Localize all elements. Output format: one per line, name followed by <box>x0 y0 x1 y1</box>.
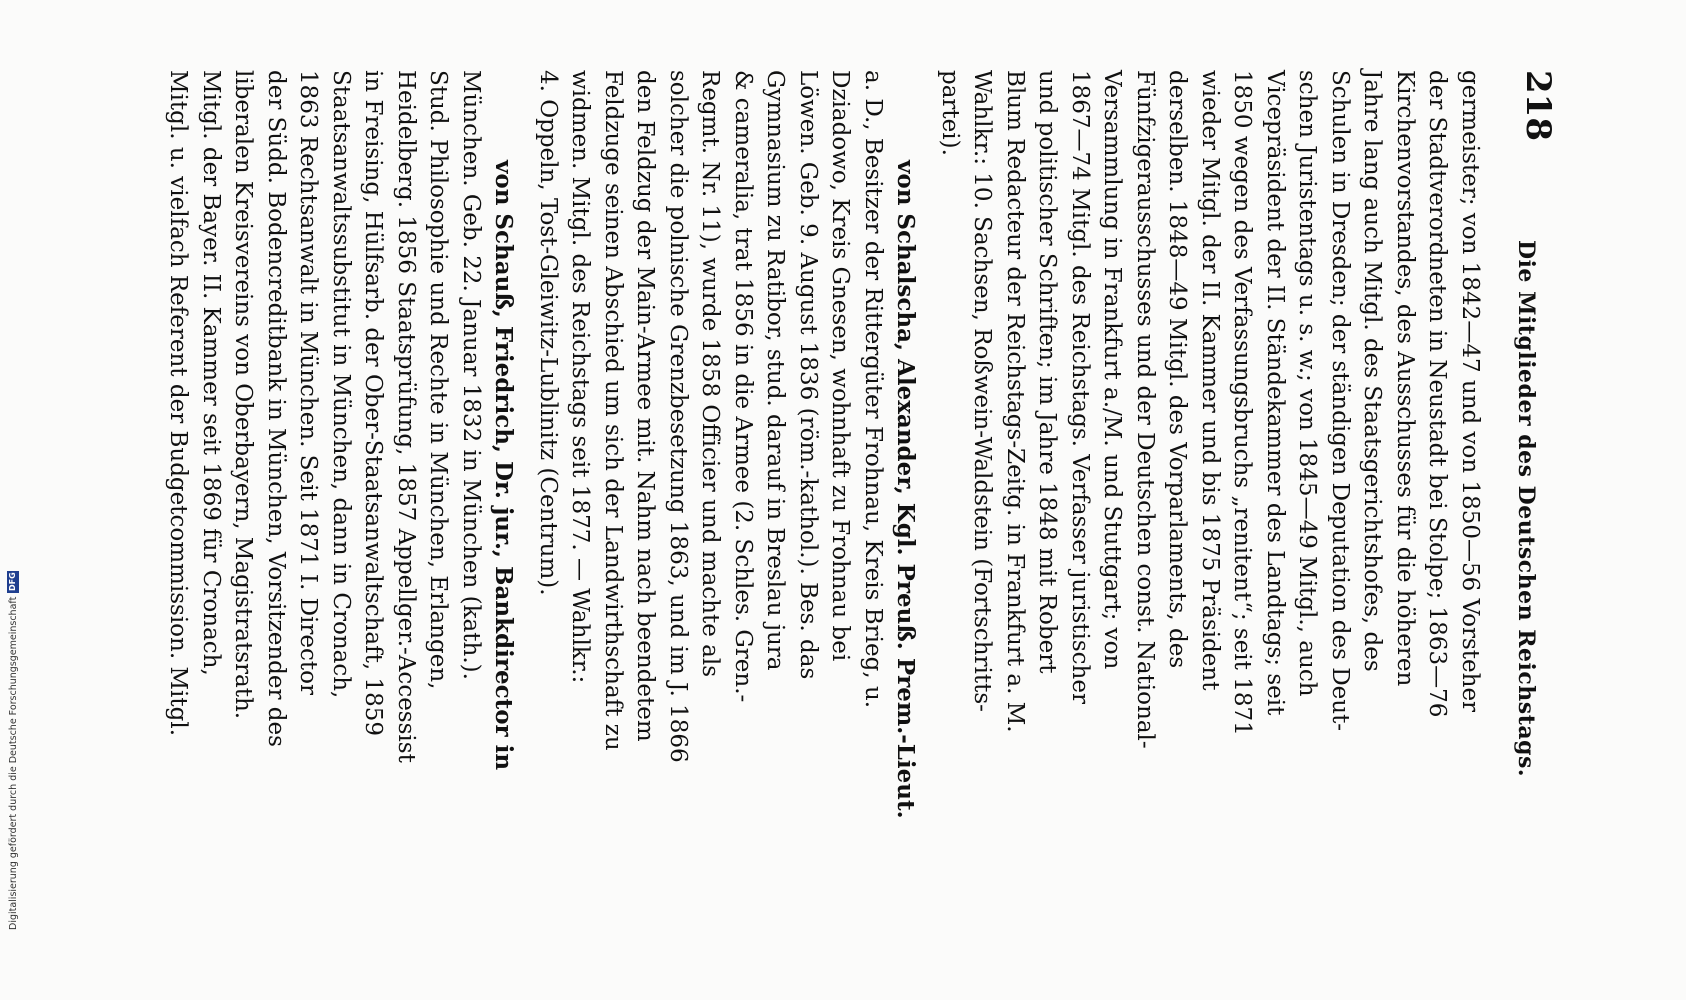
text-line: München. Geb. 22. Januar 1832 in München (kath.). <box>458 70 484 680</box>
entry-schauss <box>162 70 520 950</box>
text-line: Schulen in Dresden; der ständigen Deputation des Deut- <box>1327 70 1353 732</box>
text-line: Staatsanwaltssubstitut in München, dann in Cronach, <box>328 70 354 699</box>
text-line: und politischer Schriften; im Jahre 1848 mit Robert <box>1034 70 1061 674</box>
text-line: Wahlkr.: 10. Sachsen, Roßwein-Waldstein (Fortschritts- <box>969 70 996 712</box>
entry-schalscha <box>532 70 922 950</box>
text-line: Stud. Philosophie und Rechte in München, Erlangen, <box>425 70 452 690</box>
text-line: partei). <box>937 70 963 156</box>
text-line: Regmt. Nr. 11), wurde 1858 Officier und machte als <box>697 70 724 678</box>
rotated-page-content <box>130 70 1560 950</box>
text-line: a. D., Besitzer der Rittergüter Frohnau, Kreis Brieg, u. <box>860 70 886 709</box>
text-line: der Südd. Bodencreditbank in München, Vorsitzender des <box>263 70 289 747</box>
text-line: den Feldzug der Main-Armee mit. Nahm nach beendetem <box>632 70 659 742</box>
text-line: Gymnasium zu Ratibor, stud. darauf in Breslau jura <box>762 70 789 671</box>
entry-gap <box>928 70 934 950</box>
text-line: Fünfzigerausschusses und der Deutschen const. National- <box>1132 70 1158 749</box>
text-line: Heidelberg. 1856 Staatsprüfung, 1857 Appellger.-Accessist <box>393 70 419 763</box>
text-line: Jahre lang auch Mitgl. des Staatsgerichtshofes, des <box>1359 70 1386 672</box>
text-line: germeister; von 1842—47 und von 1850—56 Vorsteher <box>1457 70 1483 713</box>
dfg-logo: DFG <box>8 572 17 592</box>
text-line: liberalen Kreisvereins von Oberbayern, Magistratsrath. <box>230 70 257 720</box>
text-line: Versammlung in Frankfurt a./M. und Stuttgart; von <box>1099 70 1126 670</box>
text-line: 1863 Rechtsanwalt in München. Seit 1871 I. Director <box>295 70 322 695</box>
text-line: Dziadowo, Kreis Gnesen, wohnhaft zu Frohnau bei <box>827 70 854 662</box>
text-line: widmen. Mitgl. des Reichstags seit 1877. — Wahlkr.: <box>567 70 594 684</box>
text-line: 1850 wegen des Verfassungsbruchs „renitent“; seit 1871 <box>1229 70 1256 736</box>
body-text <box>162 70 1492 950</box>
text-line: & cameralia, trat 1856 in die Armee (2. Schles. Gren.- <box>730 70 756 703</box>
text-line: Mitgl. der Bayer. II. Kammer seit 1869 für Cronach, <box>198 70 224 676</box>
entry-continued <box>934 70 1487 950</box>
text-line: Löwen. Geb. 9. August 1836 (röm.-kathol.). Bes. das <box>795 70 821 680</box>
text-line: Kirchenvorstandes, des Ausschusses für die höheren <box>1392 70 1418 687</box>
text-line: solcher die polnische Grenzbesetzung 1863, und im J. 1866 <box>665 70 691 763</box>
entry-heading-line: von Schalscha, Alexander, Kgl. Preuß. Prem.-Lieut. <box>892 160 920 819</box>
running-head: Die Mitglieder des Deutschen Reichstags. <box>1513 240 1539 778</box>
credit-text: Digitalisierung gefördert durch die Deutsche Forschungsgemeinschaft <box>7 596 19 930</box>
digitization-credit <box>2 0 24 1000</box>
text-line: wieder Mitgl. der II. Kammer und bis 1875 Präsident <box>1197 70 1223 691</box>
text-line: Vicepräsident der II. Ständekammer des Landtags; seit <box>1262 70 1288 716</box>
page-number: 218 <box>1518 70 1558 141</box>
text-line: 4. Oppeln, Tost-Gleiwitz-Lublinitz (Centrum). <box>535 70 561 596</box>
text-line: 1867—74 Mitgl. des Reichstags. Verfasser juristischer <box>1067 70 1093 704</box>
text-line: Feldzuge seinen Abschied um sich der Landwirthschaft zu <box>600 70 626 751</box>
text-line: in Freising, Hülfsarb. der Ober-Staatsanwaltschaft, 1859 <box>360 70 387 737</box>
text-line: der Stadtverordneten in Neustadt bei Stolpe; 1863—76 <box>1424 70 1451 718</box>
page-header <box>1490 70 1560 950</box>
text-line: schen Juristentags u. s. w.; von 1845—49 Mitgl., auch <box>1294 70 1321 697</box>
text-line: Mitgl. u. vielfach Referent der Budgetcommission. Mitgl. <box>165 70 192 737</box>
entry-heading-line: von Schauß, Friedrich, Dr. jur., Bankdirector in <box>490 160 518 771</box>
text-line: derselben. 1848—49 Mitgl. des Vorparlaments, des <box>1164 70 1191 669</box>
text-line: Blum Redacteur der Reichstags-Zeitg. in Frankfurt a. M. <box>1002 70 1028 733</box>
